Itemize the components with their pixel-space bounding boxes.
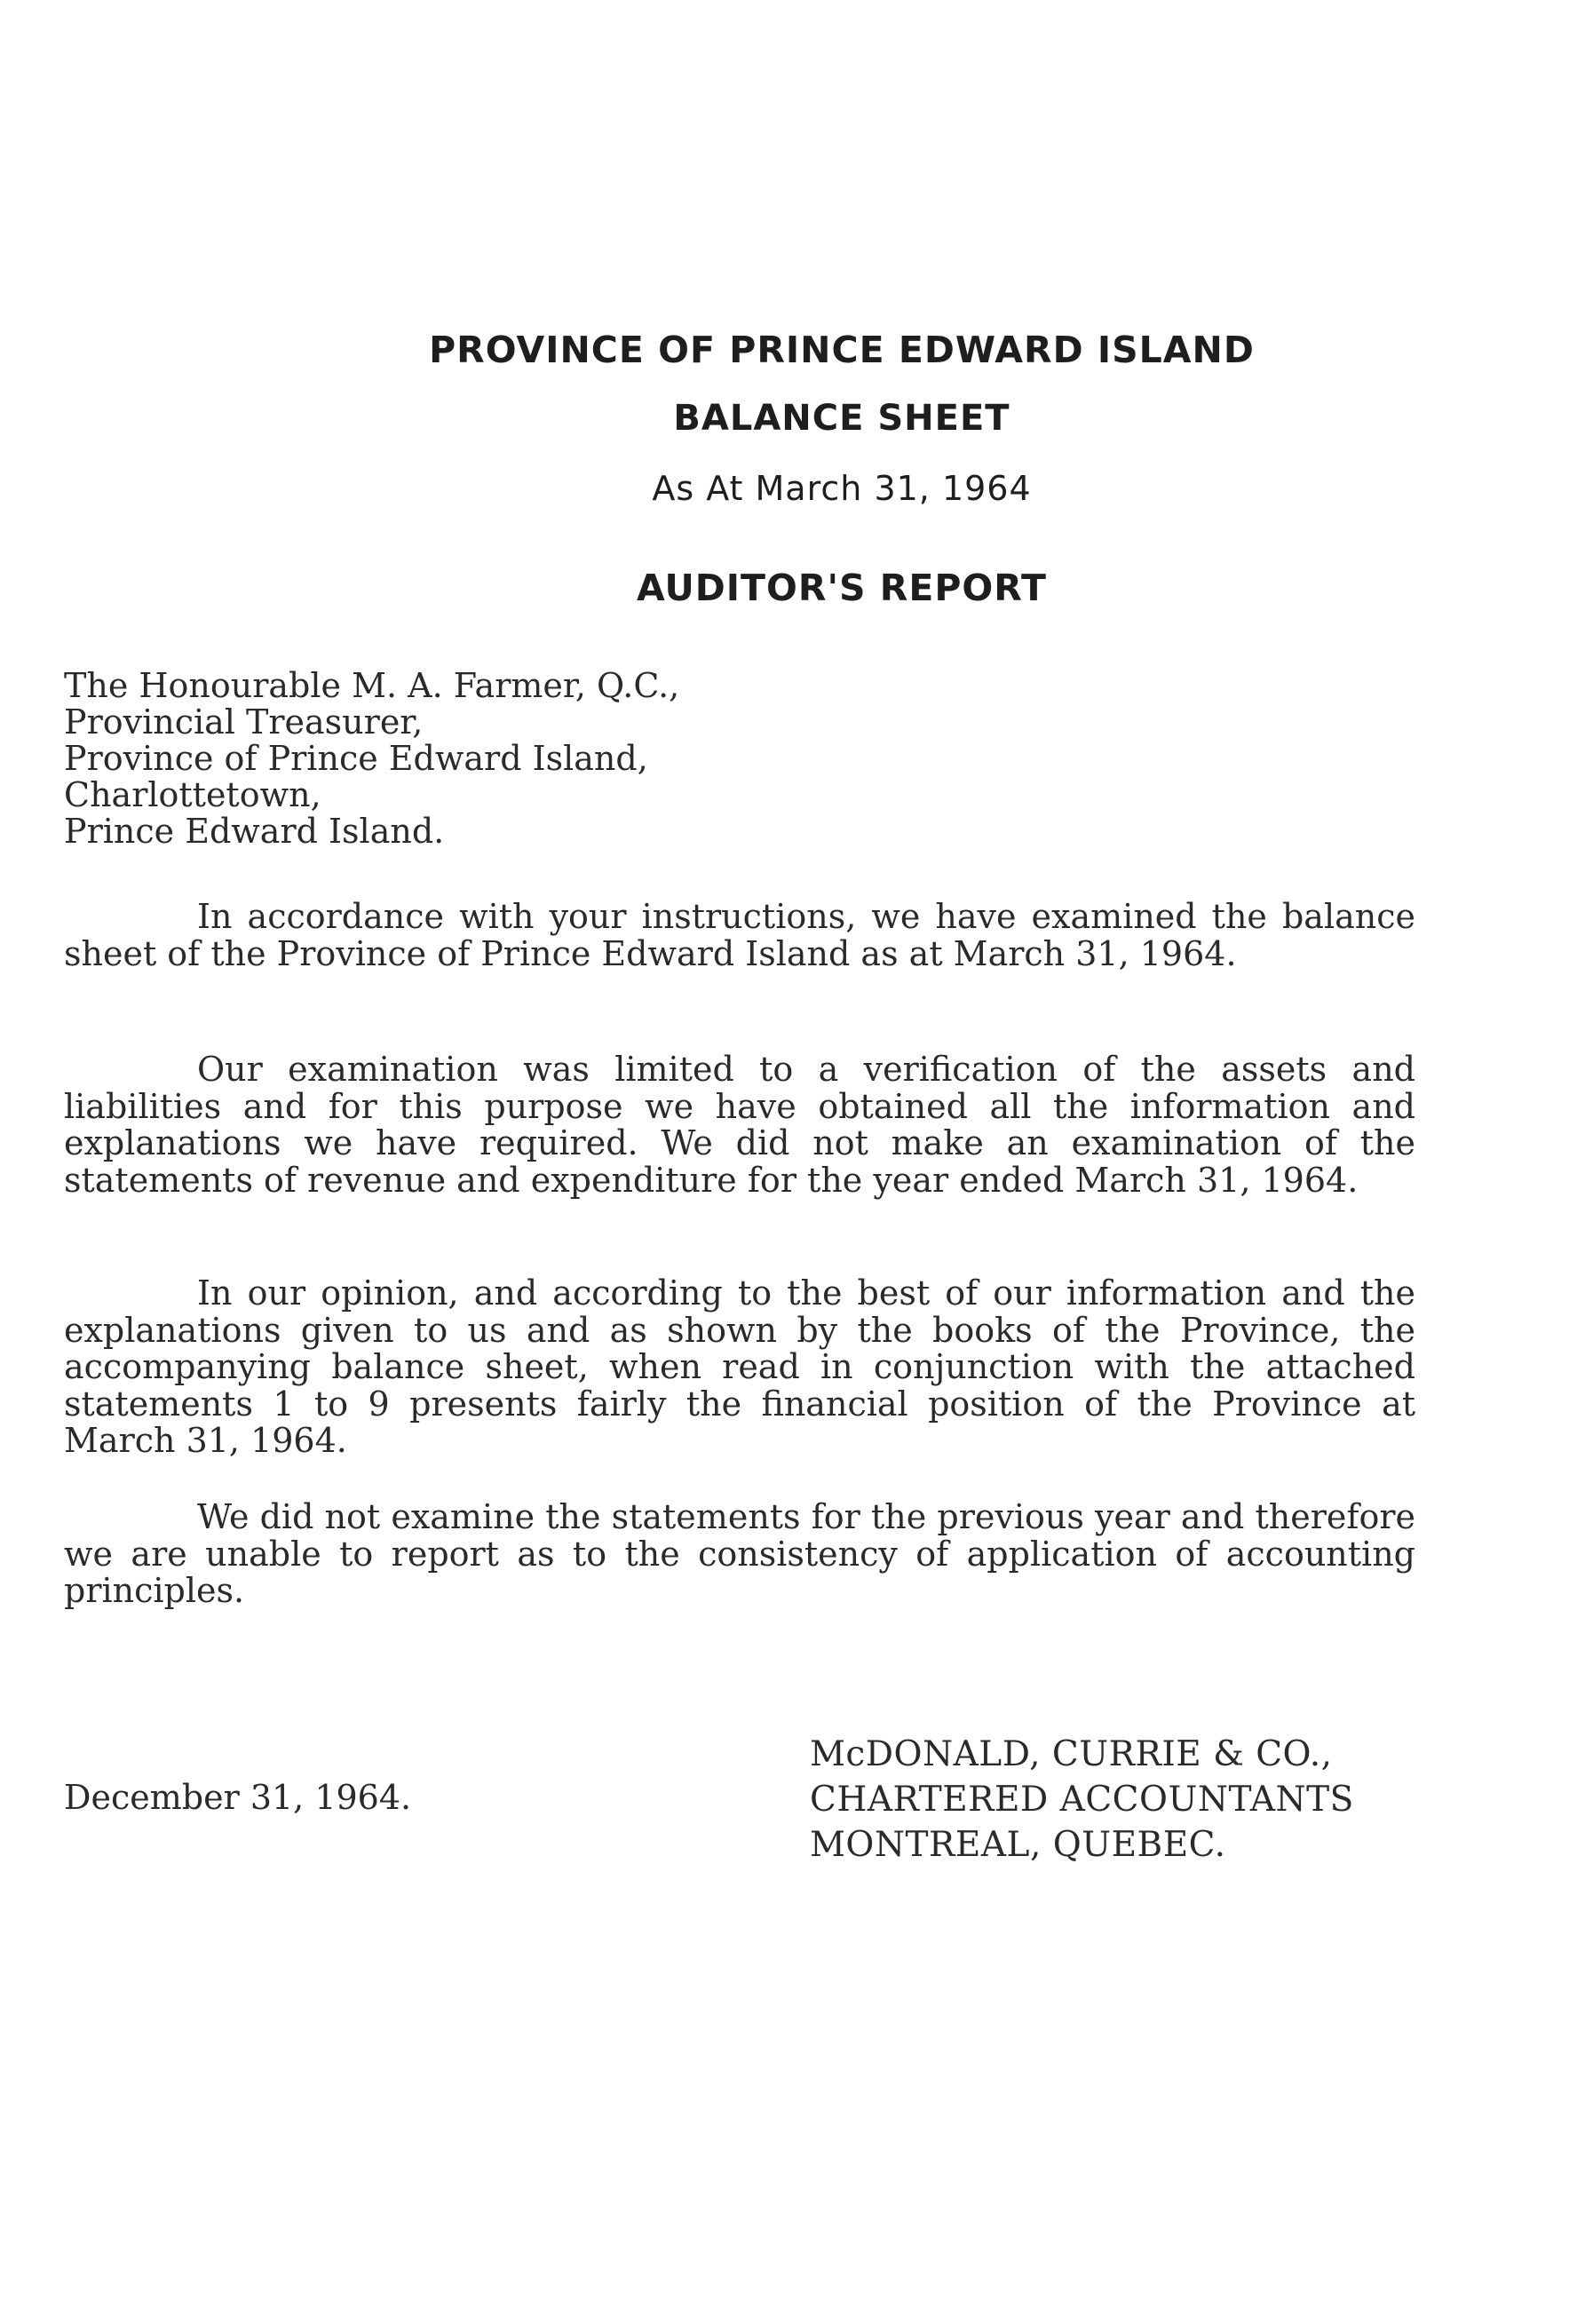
addressee-line: Prince Edward Island. <box>64 812 445 851</box>
body-paragraph: In accordance with your instructions, we have examined the balance sheet of the Province of Prince Edward Island as at March 31, 1964. <box>64 897 1415 973</box>
report-date: December 31, 1964. <box>64 1778 412 1817</box>
body-paragraph: We did not examine the statements for the previous year and therefore we are unable to report as to the consistency of application of accounting principles. <box>64 1497 1415 1610</box>
body-paragraph: Our examination was limited to a verification of the assets and liabilities and for this purpose we have obtained all the information and explanations we have required. We did not make an examination of the statements of revenue and expenditure for the year ended March 31, 1964. <box>64 1050 1415 1200</box>
balance-sheet-title: BALANCE SHEET <box>673 398 1010 439</box>
addressee-line: The Honourable M. A. Farmer, Q.C., <box>64 666 680 705</box>
signature-firm: McDONALD, CURRIE & CO., <box>810 1734 1333 1774</box>
signature-title: CHARTERED ACCOUNTANTS <box>810 1780 1354 1820</box>
province-heading: PROVINCE OF PRINCE EDWARD ISLAND <box>429 329 1255 371</box>
addressee-line: Charlottetown, <box>64 775 321 814</box>
signature-block <box>810 1732 1354 1868</box>
addressee-line: Provincial Treasurer, <box>64 702 424 742</box>
balance-sheet-date: As At March 31, 1964 <box>652 469 1032 508</box>
body-paragraph: In our opinion, and according to the best of our information and the explanations given to us and as shown by the books of the Province, the accompanying balance sheet, when read in conjunction with the attached statements 1 to 9 presents fairly the financial position of the Province at March 31, 1964. <box>64 1273 1415 1460</box>
report-title: AUDITOR'S REPORT <box>637 567 1047 609</box>
addressee-line: Province of Prince Edward Island, <box>64 739 648 778</box>
signature-location: MONTREAL, QUEBEC. <box>810 1825 1226 1865</box>
addressee-block <box>64 668 679 850</box>
